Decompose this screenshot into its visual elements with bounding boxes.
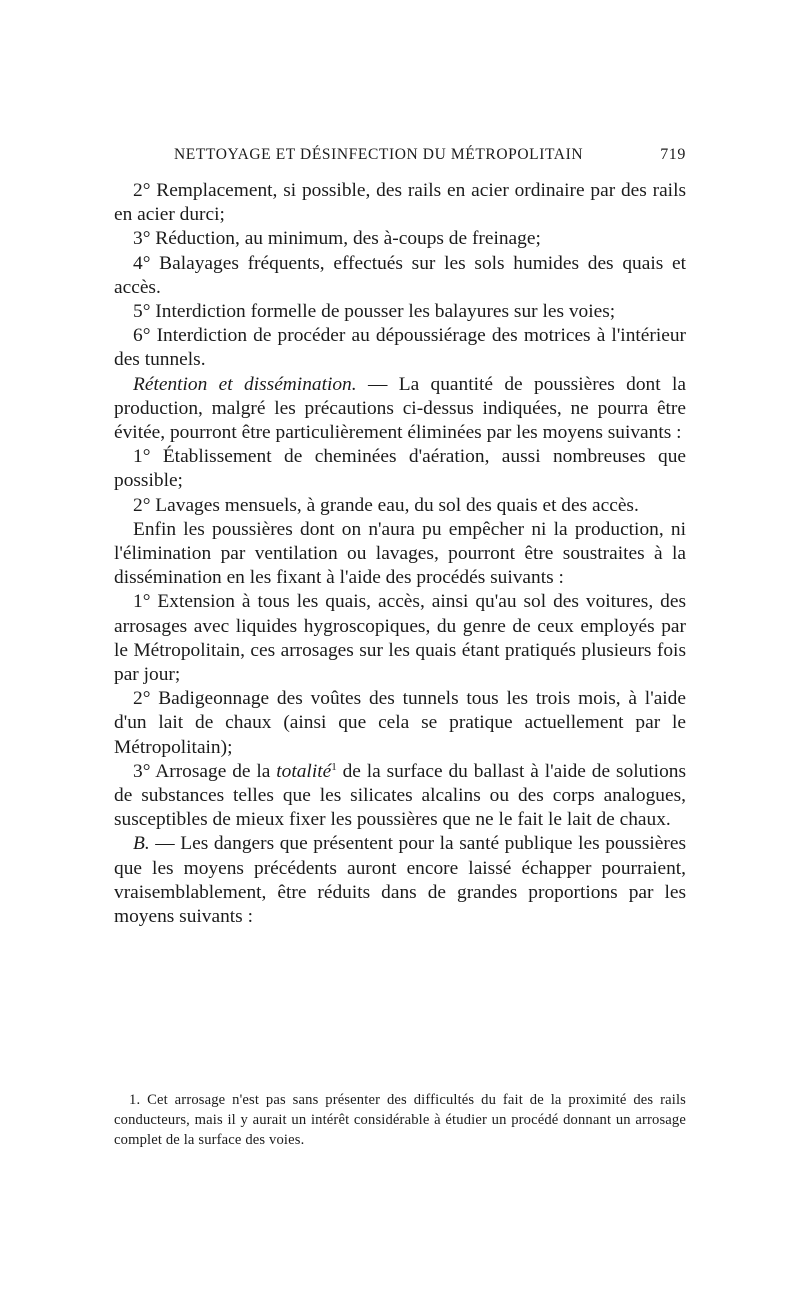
running-header-title: NETTOYAGE ET DÉSINFECTION DU MÉTROPOLITAIN	[174, 146, 584, 163]
paragraph-fixation-3	[114, 760, 686, 833]
paragraph-fixation-3-after: de la surface du ballast à l'aide de solutions de substances telles que les silicates alcalins ou des corps analogues, susceptibles de mieux fixer les poussières que ne le fait le lait de chaux.	[114, 760, 687, 831]
paragraph-retention-1: 1° Établissement de cheminées d'aération, aussi nombreuses que possible;	[114, 446, 686, 492]
paragraph-enfin: Enfin les poussières dont on n'aura pu empêcher ni la production, ni l'élimination par ventilation ou lavages, pourront être soustraites à la dissémination en les fixant à l'aide des procédés suivants :	[114, 518, 686, 589]
section-lead-retention: Rétention et dissémination.	[133, 373, 357, 395]
footnote-text: 1. Cet arrosage n'est pas sans présenter des difficultés du fait de la proximité des rails conducteurs, mais il y aurait un intérêt considérable à étudier un procédé donnant un arrosage complet de la surface des voies.	[114, 1092, 686, 1148]
paragraph-b-text: — Les dangers que présentent pour la santé publique les poussières que les moyens précédents auront encore laissé échapper pourraient, vraisemblablement, être réduits dans de grandes proportions par les moyens suivants :	[114, 833, 686, 928]
paragraph-retention	[114, 373, 686, 446]
paragraph-item-2: 2° Remplacement, si possible, des rails en acier ordinaire par des rails en acier durci;	[114, 180, 686, 226]
paragraph-item-5: 5° Interdiction formelle de pousser les balayures sur les voies;	[133, 301, 616, 323]
page-number: 719	[660, 146, 686, 163]
paragraph-fixation-1: 1° Extension à tous les quais, accès, ainsi qu'au sol des voitures, des arrosages avec liquides hygroscopiques, du genre de ceux employés par le Métropolitain, ces arrosages sur les quais étant pratiqués plusieurs fois par jour;	[114, 591, 686, 686]
paragraph-item-4: 4° Balayages fréquents, effectués sur les sols humides des quais et accès.	[114, 252, 686, 298]
body-text	[114, 179, 686, 929]
paragraph-item-3: 3° Réduction, au minimum, des à-coups de freinage;	[133, 228, 541, 250]
section-lead-b: B.	[133, 833, 150, 855]
paragraph-b	[114, 832, 686, 929]
paragraph-fixation-3-before: 3° Arrosage de la	[133, 760, 277, 782]
paragraph-item-6: 6° Interdiction de procéder au dépoussiérage des motrices à l'intérieur des tunnels.	[114, 325, 686, 371]
paragraph-fixation-2: 2° Badigeonnage des voûtes des tunnels tous les trois mois, à l'aide d'un lait de chaux (ainsi que cela se pratique actuellement par le Métropolitain);	[114, 688, 686, 758]
footnote-reference-mark: 1	[331, 760, 337, 773]
running-header	[114, 146, 686, 166]
footnote	[114, 1090, 686, 1150]
paragraph-retention-text: — La quantité de poussières dont la production, malgré les précautions ci-dessus indiquées, ne pourra être évitée, pourront être particulièrement éliminées par les moyens suivants :	[114, 373, 686, 444]
emphasis-totalite: totalité	[276, 760, 332, 782]
paragraph-retention-2: 2° Lavages mensuels, à grande eau, du sol des quais et des accès.	[133, 494, 639, 516]
